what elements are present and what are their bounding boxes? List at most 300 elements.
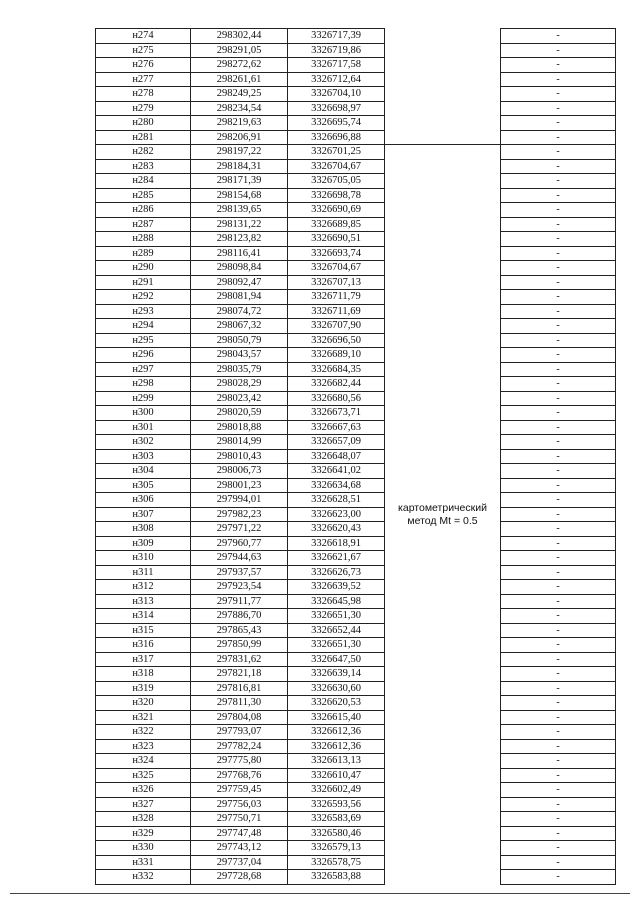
y-coordinate-cell: 3326612,36 <box>288 725 385 740</box>
table-row <box>96 87 616 102</box>
y-coordinate-cell: 3326689,85 <box>288 217 385 232</box>
x-coordinate-cell: 298043,57 <box>191 348 288 363</box>
point-id-cell: н298 <box>96 377 191 392</box>
x-coordinate-cell: 298010,43 <box>191 449 288 464</box>
note-dash-cell: - <box>501 826 616 841</box>
point-id-cell: н311 <box>96 565 191 580</box>
x-coordinate-cell: 298123,82 <box>191 232 288 247</box>
bottom-divider <box>10 893 630 894</box>
note-dash-cell: - <box>501 29 616 44</box>
x-coordinate-cell: 297886,70 <box>191 609 288 624</box>
y-coordinate-cell: 3326613,13 <box>288 754 385 769</box>
method-label-line2: метод Mt = 0.5 <box>407 514 478 527</box>
table-row <box>96 507 616 522</box>
method-empty-cell <box>385 43 501 58</box>
y-coordinate-cell: 3326698,78 <box>288 188 385 203</box>
table-row <box>96 377 616 392</box>
x-coordinate-cell: 297804,08 <box>191 710 288 725</box>
table-row <box>96 580 616 595</box>
y-coordinate-cell: 3326705,05 <box>288 174 385 189</box>
x-coordinate-cell: 298116,41 <box>191 246 288 261</box>
point-id-cell: н314 <box>96 609 191 624</box>
y-coordinate-cell: 3326651,30 <box>288 609 385 624</box>
point-id-cell: н318 <box>96 667 191 682</box>
point-id-cell: н310 <box>96 551 191 566</box>
table-row <box>96 435 616 450</box>
x-coordinate-cell: 298018,88 <box>191 420 288 435</box>
point-id-cell: н312 <box>96 580 191 595</box>
point-id-cell: н277 <box>96 72 191 87</box>
point-id-cell: н302 <box>96 435 191 450</box>
table-row <box>96 261 616 276</box>
table-row <box>96 536 616 551</box>
table-row <box>96 594 616 609</box>
x-coordinate-cell: 298197,22 <box>191 145 288 160</box>
table-row <box>96 420 616 435</box>
x-coordinate-cell: 297865,43 <box>191 623 288 638</box>
point-id-cell: н275 <box>96 43 191 58</box>
table-row <box>96 783 616 798</box>
note-dash-cell: - <box>501 551 616 566</box>
y-coordinate-cell: 3326684,35 <box>288 362 385 377</box>
point-id-cell: н283 <box>96 159 191 174</box>
note-dash-cell: - <box>501 261 616 276</box>
point-id-cell: н291 <box>96 275 191 290</box>
point-id-cell: н300 <box>96 406 191 421</box>
table-row <box>96 203 616 218</box>
table-row <box>96 449 616 464</box>
y-coordinate-cell: 3326651,30 <box>288 638 385 653</box>
y-coordinate-cell: 3326657,09 <box>288 435 385 450</box>
y-coordinate-cell: 3326579,13 <box>288 841 385 856</box>
table-row <box>96 29 616 44</box>
x-coordinate-cell: 297747,48 <box>191 826 288 841</box>
y-coordinate-cell: 3326583,88 <box>288 870 385 885</box>
note-dash-cell: - <box>501 783 616 798</box>
point-id-cell: н304 <box>96 464 191 479</box>
point-id-cell: н327 <box>96 797 191 812</box>
x-coordinate-cell: 297821,18 <box>191 667 288 682</box>
table-row <box>96 565 616 580</box>
table-row <box>96 246 616 261</box>
note-dash-cell: - <box>501 855 616 870</box>
note-dash-cell: - <box>501 275 616 290</box>
y-coordinate-cell: 3326620,53 <box>288 696 385 711</box>
point-id-cell: н321 <box>96 710 191 725</box>
table-row <box>96 681 616 696</box>
x-coordinate-cell: 297737,04 <box>191 855 288 870</box>
x-coordinate-cell: 297944,63 <box>191 551 288 566</box>
x-coordinate-cell: 298272,62 <box>191 58 288 73</box>
coordinates-table <box>95 28 616 885</box>
point-id-cell: н322 <box>96 725 191 740</box>
x-coordinate-cell: 298074,72 <box>191 304 288 319</box>
table-row <box>96 290 616 305</box>
note-dash-cell: - <box>501 377 616 392</box>
note-dash-cell: - <box>501 652 616 667</box>
y-coordinate-cell: 3326719,86 <box>288 43 385 58</box>
y-coordinate-cell: 3326698,97 <box>288 101 385 116</box>
table-row <box>96 304 616 319</box>
note-dash-cell: - <box>501 159 616 174</box>
point-id-cell: н329 <box>96 826 191 841</box>
y-coordinate-cell: 3326621,67 <box>288 551 385 566</box>
point-id-cell: н315 <box>96 623 191 638</box>
table-row <box>96 667 616 682</box>
note-dash-cell: - <box>501 391 616 406</box>
note-dash-cell: - <box>501 681 616 696</box>
table-row <box>96 870 616 885</box>
note-dash-cell: - <box>501 304 616 319</box>
y-coordinate-cell: 3326711,79 <box>288 290 385 305</box>
x-coordinate-cell: 298234,54 <box>191 101 288 116</box>
y-coordinate-cell: 3326696,50 <box>288 333 385 348</box>
table-row <box>96 493 616 508</box>
note-dash-cell: - <box>501 667 616 682</box>
x-coordinate-cell: 297793,07 <box>191 725 288 740</box>
y-coordinate-cell: 3326693,74 <box>288 246 385 261</box>
y-coordinate-cell: 3326712,64 <box>288 72 385 87</box>
x-coordinate-cell: 297750,71 <box>191 812 288 827</box>
x-coordinate-cell: 297775,80 <box>191 754 288 769</box>
point-id-cell: н306 <box>96 493 191 508</box>
y-coordinate-cell: 3326696,88 <box>288 130 385 145</box>
note-dash-cell: - <box>501 696 616 711</box>
table-row <box>96 812 616 827</box>
method-empty-cell <box>385 87 501 102</box>
x-coordinate-cell: 298219,63 <box>191 116 288 131</box>
table-row <box>96 101 616 116</box>
y-coordinate-cell: 3326639,14 <box>288 667 385 682</box>
y-coordinate-cell: 3326690,69 <box>288 203 385 218</box>
method-empty-cell <box>385 72 501 87</box>
x-coordinate-cell: 297937,57 <box>191 565 288 580</box>
point-id-cell: н326 <box>96 783 191 798</box>
y-coordinate-cell: 3326620,43 <box>288 522 385 537</box>
x-coordinate-cell: 297759,45 <box>191 783 288 798</box>
x-coordinate-cell: 297971,22 <box>191 522 288 537</box>
point-id-cell: н332 <box>96 870 191 885</box>
note-dash-cell: - <box>501 435 616 450</box>
x-coordinate-cell: 298302,44 <box>191 29 288 44</box>
y-coordinate-cell: 3326711,69 <box>288 304 385 319</box>
table-row <box>96 319 616 334</box>
x-coordinate-cell: 297728,68 <box>191 870 288 885</box>
note-dash-cell: - <box>501 145 616 160</box>
note-dash-cell: - <box>501 812 616 827</box>
x-coordinate-cell: 298028,29 <box>191 377 288 392</box>
note-dash-cell: - <box>501 290 616 305</box>
table-row <box>96 826 616 841</box>
point-id-cell: н295 <box>96 333 191 348</box>
x-coordinate-cell: 297782,24 <box>191 739 288 754</box>
note-dash-cell: - <box>501 478 616 493</box>
note-dash-cell: - <box>501 348 616 363</box>
note-dash-cell: - <box>501 754 616 769</box>
x-coordinate-cell: 297756,03 <box>191 797 288 812</box>
table-row <box>96 522 616 537</box>
point-id-cell: н285 <box>96 188 191 203</box>
note-dash-cell: - <box>501 101 616 116</box>
y-coordinate-cell: 3326707,13 <box>288 275 385 290</box>
point-id-cell: н299 <box>96 391 191 406</box>
point-id-cell: н289 <box>96 246 191 261</box>
point-id-cell: н296 <box>96 348 191 363</box>
table-row <box>96 768 616 783</box>
note-dash-cell: - <box>501 232 616 247</box>
point-id-cell: н293 <box>96 304 191 319</box>
note-dash-cell: - <box>501 841 616 856</box>
table-row <box>96 406 616 421</box>
y-coordinate-cell: 3326610,47 <box>288 768 385 783</box>
y-coordinate-cell: 3326682,44 <box>288 377 385 392</box>
table-row <box>96 58 616 73</box>
x-coordinate-cell: 297923,54 <box>191 580 288 595</box>
point-id-cell: н287 <box>96 217 191 232</box>
note-dash-cell: - <box>501 522 616 537</box>
x-coordinate-cell: 298020,59 <box>191 406 288 421</box>
table-row <box>96 130 616 145</box>
point-id-cell: н305 <box>96 478 191 493</box>
note-dash-cell: - <box>501 333 616 348</box>
note-dash-cell: - <box>501 203 616 218</box>
note-dash-cell: - <box>501 319 616 334</box>
point-id-cell: н316 <box>96 638 191 653</box>
method-empty-cell <box>385 130 501 145</box>
point-id-cell: н278 <box>96 87 191 102</box>
point-id-cell: н284 <box>96 174 191 189</box>
x-coordinate-cell: 298050,79 <box>191 333 288 348</box>
table-row <box>96 333 616 348</box>
point-id-cell: н330 <box>96 841 191 856</box>
x-coordinate-cell: 297982,23 <box>191 507 288 522</box>
x-coordinate-cell: 298131,22 <box>191 217 288 232</box>
method-cell <box>385 145 501 885</box>
table-row <box>96 551 616 566</box>
point-id-cell: н325 <box>96 768 191 783</box>
table-row <box>96 841 616 856</box>
x-coordinate-cell: 297850,99 <box>191 638 288 653</box>
y-coordinate-cell: 3326652,44 <box>288 623 385 638</box>
x-coordinate-cell: 298023,42 <box>191 391 288 406</box>
table-row <box>96 638 616 653</box>
point-id-cell: н274 <box>96 29 191 44</box>
point-id-cell: н286 <box>96 203 191 218</box>
note-dash-cell: - <box>501 43 616 58</box>
point-id-cell: н288 <box>96 232 191 247</box>
table-row <box>96 696 616 711</box>
y-coordinate-cell: 3326647,50 <box>288 652 385 667</box>
note-dash-cell: - <box>501 362 616 377</box>
y-coordinate-cell: 3326645,98 <box>288 594 385 609</box>
method-empty-cell <box>385 116 501 131</box>
x-coordinate-cell: 298014,99 <box>191 435 288 450</box>
point-id-cell: н290 <box>96 261 191 276</box>
note-dash-cell: - <box>501 116 616 131</box>
y-coordinate-cell: 3326667,63 <box>288 420 385 435</box>
y-coordinate-cell: 3326680,56 <box>288 391 385 406</box>
note-dash-cell: - <box>501 739 616 754</box>
y-coordinate-cell: 3326690,51 <box>288 232 385 247</box>
point-id-cell: н281 <box>96 130 191 145</box>
note-dash-cell: - <box>501 174 616 189</box>
y-coordinate-cell: 3326628,51 <box>288 493 385 508</box>
y-coordinate-cell: 3326701,25 <box>288 145 385 160</box>
y-coordinate-cell: 3326634,68 <box>288 478 385 493</box>
point-id-cell: н319 <box>96 681 191 696</box>
table-row <box>96 232 616 247</box>
y-coordinate-cell: 3326593,56 <box>288 797 385 812</box>
note-dash-cell: - <box>501 594 616 609</box>
x-coordinate-cell: 298139,65 <box>191 203 288 218</box>
y-coordinate-cell: 3326578,75 <box>288 855 385 870</box>
y-coordinate-cell: 3326612,36 <box>288 739 385 754</box>
y-coordinate-cell: 3326673,71 <box>288 406 385 421</box>
table-row <box>96 43 616 58</box>
table-row <box>96 188 616 203</box>
y-coordinate-cell: 3326615,40 <box>288 710 385 725</box>
method-empty-cell <box>385 101 501 116</box>
table-row <box>96 362 616 377</box>
point-id-cell: н313 <box>96 594 191 609</box>
point-id-cell: н324 <box>96 754 191 769</box>
point-id-cell: н317 <box>96 652 191 667</box>
point-id-cell: н323 <box>96 739 191 754</box>
point-id-cell: н301 <box>96 420 191 435</box>
table-row <box>96 797 616 812</box>
y-coordinate-cell: 3326623,00 <box>288 507 385 522</box>
table-row <box>96 855 616 870</box>
y-coordinate-cell: 3326689,10 <box>288 348 385 363</box>
table-row <box>96 623 616 638</box>
note-dash-cell: - <box>501 507 616 522</box>
note-dash-cell: - <box>501 565 616 580</box>
note-dash-cell: - <box>501 464 616 479</box>
note-dash-cell: - <box>501 493 616 508</box>
x-coordinate-cell: 298035,79 <box>191 362 288 377</box>
x-coordinate-cell: 297911,77 <box>191 594 288 609</box>
note-dash-cell: - <box>501 72 616 87</box>
point-id-cell: н276 <box>96 58 191 73</box>
y-coordinate-cell: 3326630,60 <box>288 681 385 696</box>
table-row <box>96 159 616 174</box>
x-coordinate-cell: 297816,81 <box>191 681 288 696</box>
x-coordinate-cell: 297994,01 <box>191 493 288 508</box>
coordinate-sheet <box>95 28 615 885</box>
table-row <box>96 348 616 363</box>
note-dash-cell: - <box>501 130 616 145</box>
note-dash-cell: - <box>501 406 616 421</box>
x-coordinate-cell: 298092,47 <box>191 275 288 290</box>
method-empty-cell <box>385 29 501 44</box>
point-id-cell: н279 <box>96 101 191 116</box>
note-dash-cell: - <box>501 623 616 638</box>
table-row <box>96 145 616 160</box>
y-coordinate-cell: 3326717,39 <box>288 29 385 44</box>
x-coordinate-cell: 298184,31 <box>191 159 288 174</box>
point-id-cell: н297 <box>96 362 191 377</box>
x-coordinate-cell: 297831,62 <box>191 652 288 667</box>
y-coordinate-cell: 3326704,10 <box>288 87 385 102</box>
x-coordinate-cell: 298206,91 <box>191 130 288 145</box>
table-row <box>96 275 616 290</box>
point-id-cell: н307 <box>96 507 191 522</box>
table-row <box>96 464 616 479</box>
x-coordinate-cell: 298098,84 <box>191 261 288 276</box>
table-row <box>96 174 616 189</box>
x-coordinate-cell: 298067,32 <box>191 319 288 334</box>
method-label-line1: картометрический <box>398 501 487 514</box>
note-dash-cell: - <box>501 638 616 653</box>
point-id-cell: н303 <box>96 449 191 464</box>
point-id-cell: н280 <box>96 116 191 131</box>
point-id-cell: н331 <box>96 855 191 870</box>
y-coordinate-cell: 3326695,74 <box>288 116 385 131</box>
table-row <box>96 116 616 131</box>
note-dash-cell: - <box>501 768 616 783</box>
y-coordinate-cell: 3326704,67 <box>288 159 385 174</box>
x-coordinate-cell: 298261,61 <box>191 72 288 87</box>
x-coordinate-cell: 297811,30 <box>191 696 288 711</box>
x-coordinate-cell: 298249,25 <box>191 87 288 102</box>
point-id-cell: н320 <box>96 696 191 711</box>
note-dash-cell: - <box>501 870 616 885</box>
table-row <box>96 609 616 624</box>
x-coordinate-cell: 297768,76 <box>191 768 288 783</box>
table-row <box>96 725 616 740</box>
y-coordinate-cell: 3326707,90 <box>288 319 385 334</box>
note-dash-cell: - <box>501 725 616 740</box>
point-id-cell: н309 <box>96 536 191 551</box>
y-coordinate-cell: 3326583,69 <box>288 812 385 827</box>
note-dash-cell: - <box>501 58 616 73</box>
table-row <box>96 391 616 406</box>
x-coordinate-cell: 297743,12 <box>191 841 288 856</box>
note-dash-cell: - <box>501 609 616 624</box>
table-row <box>96 478 616 493</box>
table-row <box>96 739 616 754</box>
point-id-cell: н282 <box>96 145 191 160</box>
y-coordinate-cell: 3326704,67 <box>288 261 385 276</box>
x-coordinate-cell: 298001,23 <box>191 478 288 493</box>
y-coordinate-cell: 3326639,52 <box>288 580 385 595</box>
note-dash-cell: - <box>501 87 616 102</box>
x-coordinate-cell: 298154,68 <box>191 188 288 203</box>
method-empty-cell <box>385 58 501 73</box>
y-coordinate-cell: 3326648,07 <box>288 449 385 464</box>
y-coordinate-cell: 3326618,91 <box>288 536 385 551</box>
y-coordinate-cell: 3326717,58 <box>288 58 385 73</box>
table-row <box>96 72 616 87</box>
note-dash-cell: - <box>501 420 616 435</box>
x-coordinate-cell: 298081,94 <box>191 290 288 305</box>
table-row <box>96 710 616 725</box>
y-coordinate-cell: 3326641,02 <box>288 464 385 479</box>
point-id-cell: н328 <box>96 812 191 827</box>
x-coordinate-cell: 298006,73 <box>191 464 288 479</box>
table-row <box>96 754 616 769</box>
table-row <box>96 652 616 667</box>
y-coordinate-cell: 3326602,49 <box>288 783 385 798</box>
note-dash-cell: - <box>501 188 616 203</box>
note-dash-cell: - <box>501 449 616 464</box>
note-dash-cell: - <box>501 536 616 551</box>
point-id-cell: н294 <box>96 319 191 334</box>
table-row <box>96 217 616 232</box>
y-coordinate-cell: 3326580,46 <box>288 826 385 841</box>
x-coordinate-cell: 298171,39 <box>191 174 288 189</box>
point-id-cell: н308 <box>96 522 191 537</box>
